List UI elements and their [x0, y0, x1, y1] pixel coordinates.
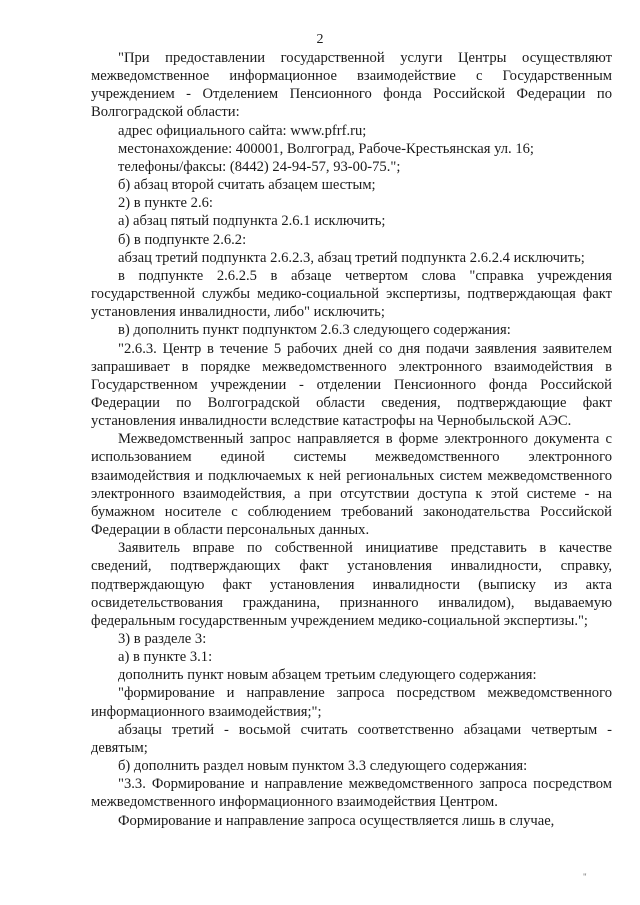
paragraph: Формирование и направление запроса осуществляется лишь в случае, — [118, 812, 555, 829]
paragraph: "При предоставлении государственной услуги Центры осуществляют межведомственное информационное взаимодействие с Государственным учреждением - Отделением Пенсионного фонда Российской Федерации по Волгоградской области: — [91, 50, 612, 121]
paragraph: а) абзац пятый подпункта 2.6.1 исключить; — [118, 213, 386, 230]
paragraph: Межведомственный запрос направляется в форме электронного документа с использованием единой системы межведомственного электронного взаимодействия и подключаемых к ней региональных систем межведомственного электронного взаимодействия, а при отсутствии доступа к этой системе - на бумажном носителе с соблюдением требований законодательства Российской Федерации в области персональных данных. — [91, 431, 612, 539]
paragraph: б) абзац второй считать абзацем шестым; — [118, 177, 376, 194]
paragraph: в подпункте 2.6.2.5 в абзаце четвертом слова "справка учреждения государственной службы медико-социальной экспертизы, подтверждающая факт установления инвалидности, либо" исключить; — [91, 267, 612, 321]
paragraph: б) в подпункте 2.6.2: — [118, 231, 247, 248]
corner-mark: " — [583, 872, 587, 882]
paragraph: "3.3. Формирование и направление межведомственного запроса посредством межведомственного информационного взаимодействия Центром. — [91, 776, 612, 811]
paragraph: телефоны/факсы: (8442) 24-94-57, 93-00-75."; — [118, 158, 401, 175]
paragraph: местонахождение: 400001, Волгоград, Рабоче-Крестьянская ул. 16; — [118, 140, 534, 157]
paragraph: в) дополнить пункт подпунктом 2.6.3 следующего содержания: — [118, 322, 511, 339]
paragraph: 3) в разделе 3: — [118, 631, 207, 647]
paragraph: абзац третий подпункта 2.6.2.3, абзац третий подпункта 2.6.2.4 исключить; — [118, 249, 585, 266]
paragraph: абзацы третий - восьмой считать соответственно абзацами четвертым - девятым; — [91, 721, 612, 756]
paragraph: "формирование и направление запроса посредством межведомственного информационного взаимодействия;"; — [91, 685, 612, 720]
document-body — [91, 49, 612, 830]
paragraph: "2.6.3. Центр в течение 5 рабочих дней со дня подачи заявления заявителем запрашивает в порядке межведомственного электронного взаимодействия в Государственном учреждении - отделении Пенсионного фонда Российской Федерации по Волгоградской области сведения, подтверждающие факт установления инвалидности вследствие катастрофы на Чернобыльской АЭС. — [91, 340, 612, 430]
paragraph: Заявитель вправе по собственной инициативе представить в качестве сведений, подтверждающих факт установления инвалидности, справку, подтверждающую факт установления инвалидности (выписку из акта освидетельствования гражданина, признанного инвалидом), выдаваемую федеральным государственным учреждением медико-социальной экспертизы."; — [91, 540, 612, 629]
paragraph: 2) в пункте 2.6: — [118, 195, 213, 212]
paragraph: а) в пункте 3.1: — [118, 649, 213, 666]
page-number: 2 — [316, 32, 324, 47]
paragraph: адрес официального сайта: www.pfrf.ru; — [118, 122, 367, 139]
paragraph: б) дополнить раздел новым пунктом 3.3 следующего содержания: — [118, 758, 528, 775]
paragraph: дополнить пункт новым абзацем третьим следующего содержания: — [118, 667, 537, 684]
